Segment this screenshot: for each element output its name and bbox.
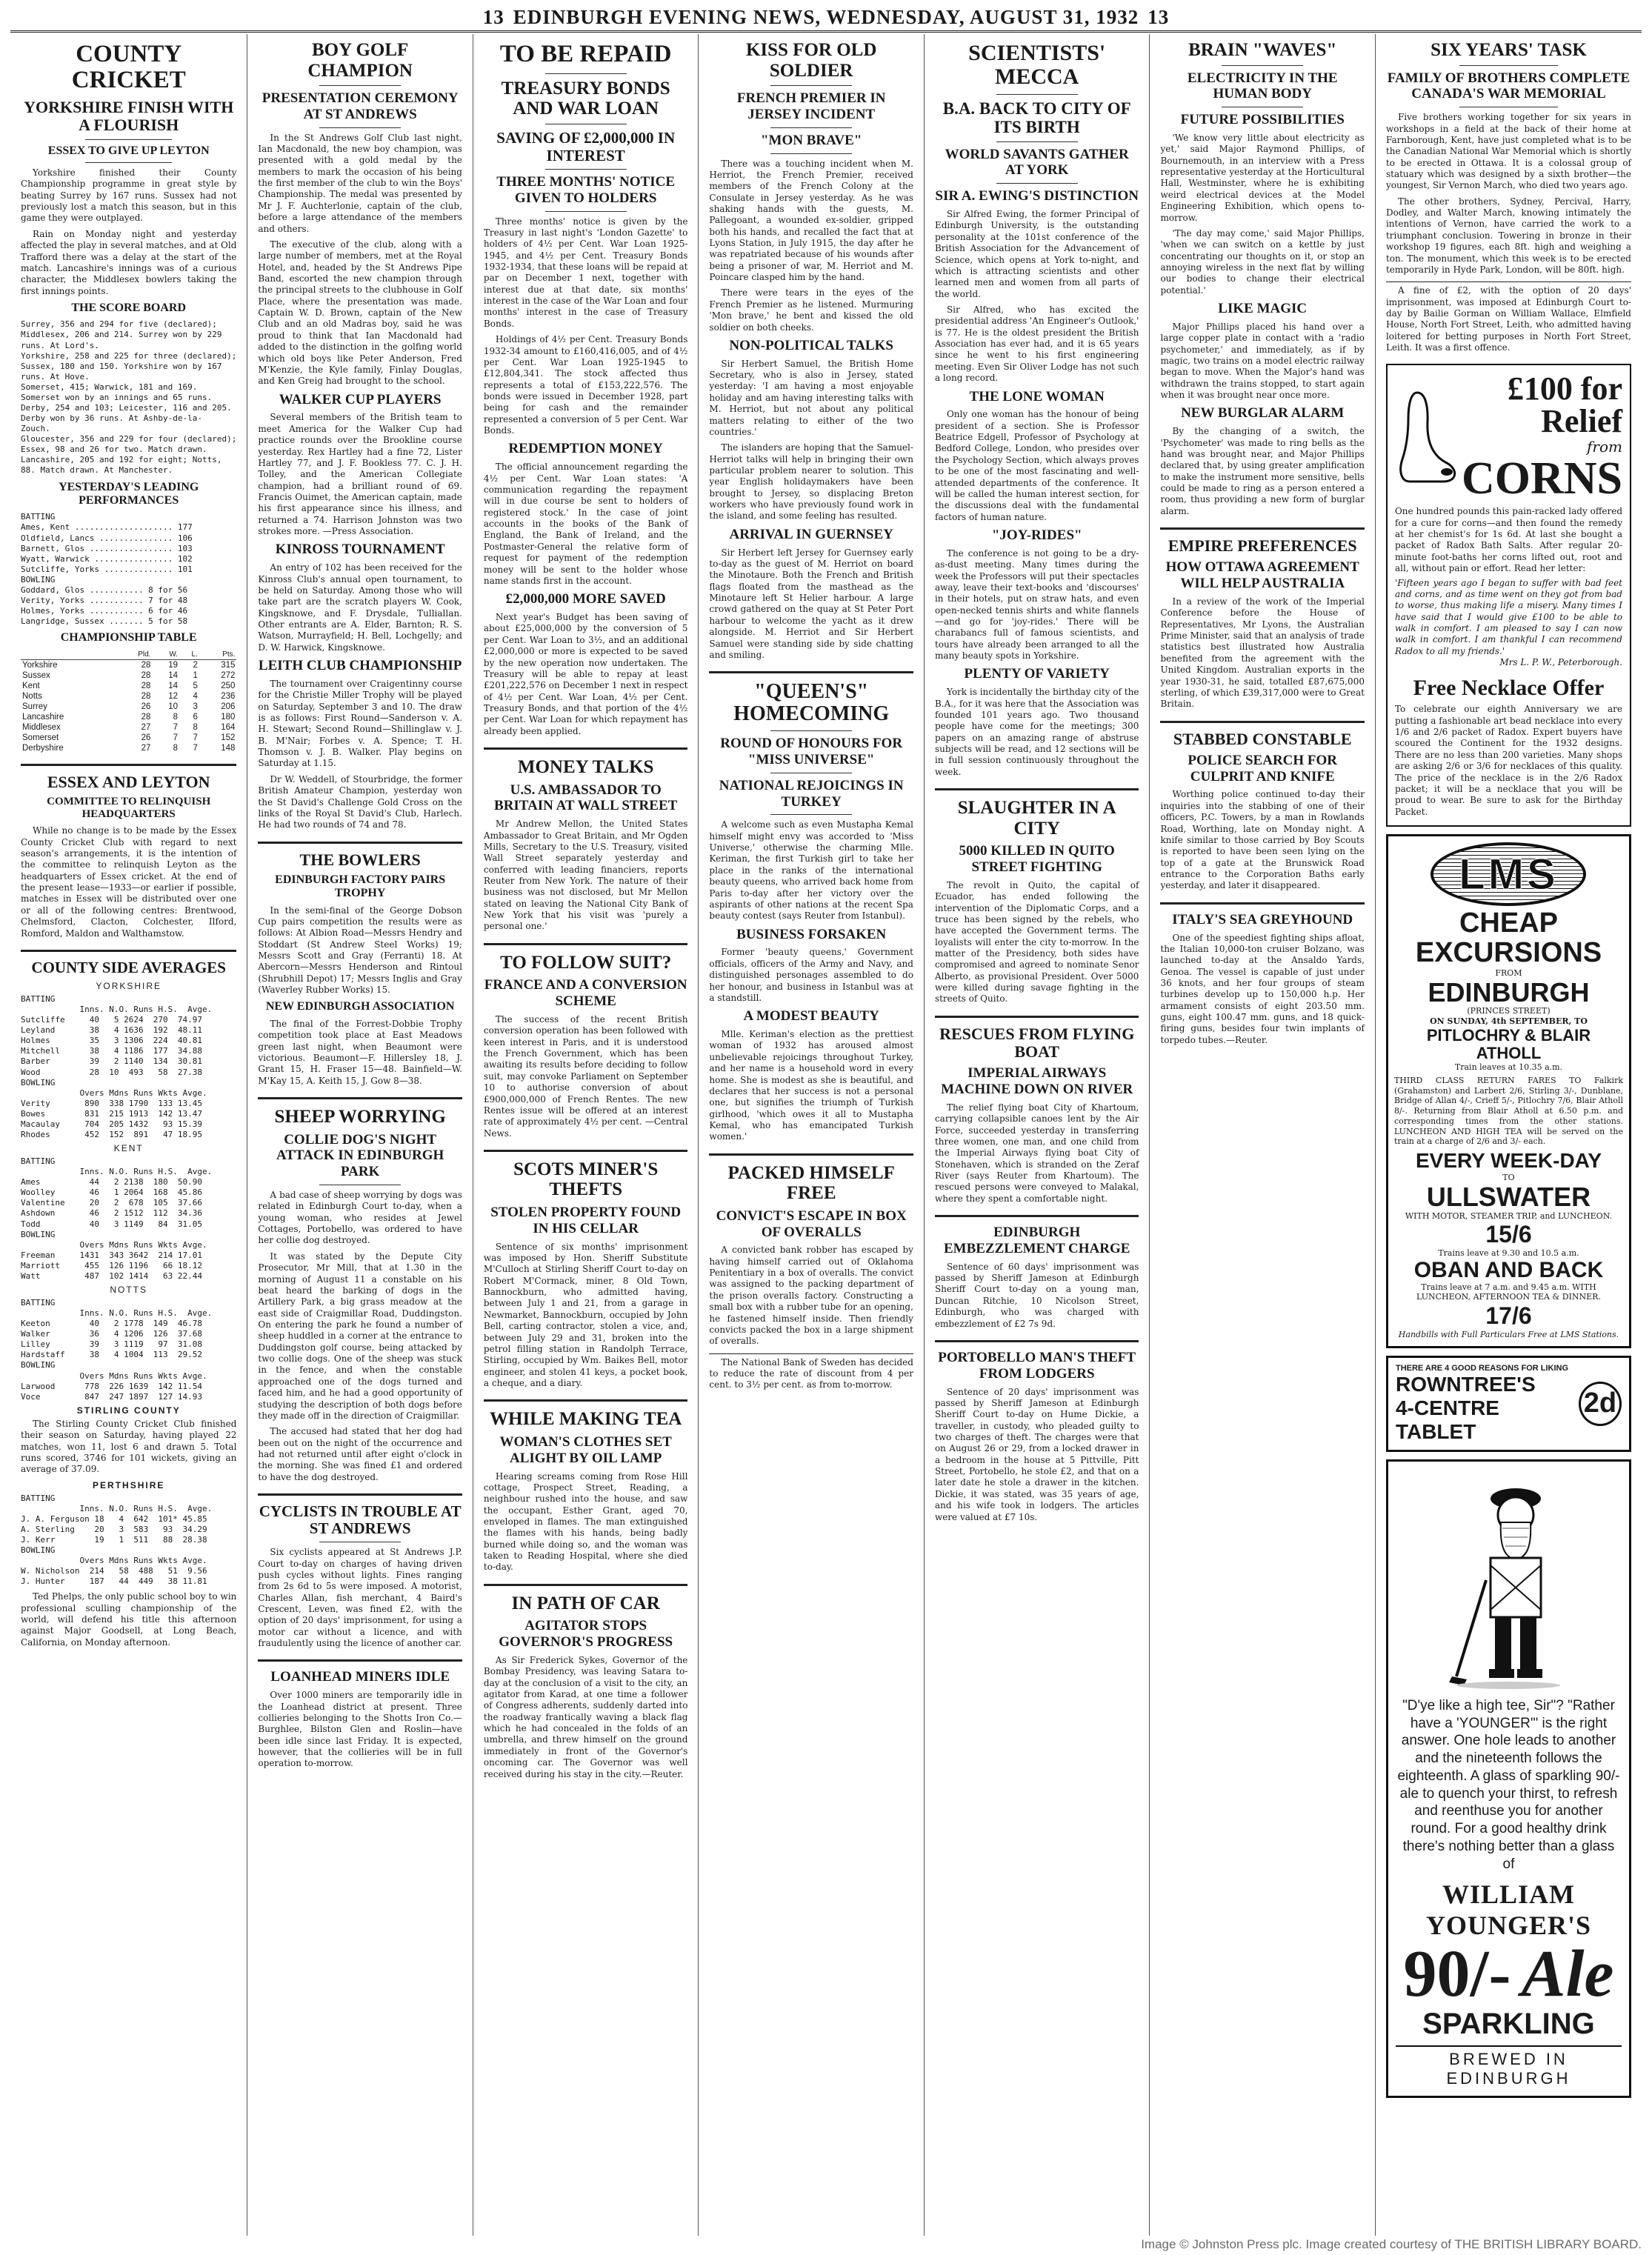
subheadline: WORLD SAVANTS GATHER AT YORK [945,146,1129,179]
path-of-car-article [484,1593,688,1780]
article-text: Worthing police continued to-day their inquiries into the stabbing of one of their officers, P.C. Towers, by a man in Rowlands Road, Worthing, late on Monday night. A knife similar to those carried by Boy Scouts is reported to have been seen lying on the top of a gate at the Brunswick Road entrance to the Corporation Baths early yesterday, and later it disappeared. [1160,789,1365,891]
table-cell: 2 [193,660,198,670]
kiss-soldier-article [709,40,913,661]
article-text: In a review of the work of the Imperial Conference before the House of Representatives, Mr Lyons, the Australian Prime Minister, said that an analysis of trade statistics best illustrated how Australia benefited from the agreement with the United Kingdom. Australian exports in the year 1930-31, he said, totalled £87,675,000 sterling, of which £39,317,000 were to Great Britain. [1160,596,1365,710]
ad-text: To celebrate our eighth Anniversary we are putting a fashionable art bead necklace into every 1/6 and 2/6 packet of Radox. Expert buyers have scoured the Continent for the 1932 designs. There are no less than 200 varieties. Many shops are asking 2/6 or 3/6 for necklaces of this quality. The price of the necklace is in the 2/6 Radox packet; it will be a necklace that you will be proud to wear. Be sure to ask for the Birthday Packet. [1394,704,1622,817]
headline: SIX YEARS' TASK [1430,40,1587,60]
headline: KISS FOR OLD SOLDIER [745,40,877,81]
article-text: The tournament over Craigentinny course for the Christie Miller Trophy will be played on Saturday, September 3 and 10. The draw is as follows: First Round—Sanderson v. A. H. Stewart; Second Round—Shillinglaw v. J. B. M'Nair; Forbes v. A. Spence; T. H. Thomson v. J. B. Walker. Play begins on Saturday at 1.15. [258,678,462,769]
headline: RESCUES FROM FLYING BOAT [939,1024,1135,1061]
section-heading: £2,000,000 MORE SAVED [505,591,666,607]
table-header-cell: Pld. [118,650,152,660]
column-1 [10,34,247,2236]
article-text: The National Bank of Sweden has decided to reduce the rate of discount from 4 per cent. to 3½ per cent. as from to-morrow. [709,1356,913,1390]
article-text: There was a touching incident when M. Herriot, the French Premier, received members of the French Colony at the Consulate in Jersey yesterday. As he was shaking hands with the guests, M. Pallegoant, a wounded ex-soldier, gripped both his hands, and recalled the fact that at Lyons Station, in July 1915, the day after he was repatriated because of his wounds after being a prisoner of war, M. Herriot and M. Poincare clasped him by the hand. [709,158,913,283]
table-cell: Derbyshire [22,743,64,753]
subheadline: B.A. BACK TO CITY OF ITS BIRTH [942,99,1131,137]
article-text: While no change is to be made by the Essex County Cricket Club with regard to next season's arrangements, it is the intention of the committee to relinquish Leyton as the headquarters of Essex cricket. At the end of the present lease—1933—or earlier if possible, matches in Essex will be distributed over one or all of the following centres: Brentwood, Chelmsford, Clacton, Colchester, Ilford, Romford, Maldon and Walthamstow. [21,825,237,939]
table-header-cell [21,650,118,660]
county-averages-article [21,959,236,1648]
foot-icon [1395,389,1462,485]
article-text: The final of the Forrest-Dobbie Trophy competition took place at East Meadows green last night, when Beaumont were victorious. Beaumont—F. Hillersley 18, J. Grant 15, H. Fraser 15—48. Bainfield—W. M'Kay 15, A. Keith 15, J. Gow 8—38. [258,1018,462,1086]
table-header-cell: L. [179,650,199,660]
column-6 [1150,34,1376,2236]
column-5 [925,34,1150,2236]
table-cell: 28 [141,660,151,670]
table-row [21,702,236,712]
ad-text: Handbills with Full Particulars Free at LMS Stations. [1398,1330,1619,1340]
ad-destination: EDINBURGH [1428,976,1590,1007]
team-name: KENT [113,1143,144,1154]
headline: "QUEEN'S" HOMECOMING [733,680,890,725]
article-text: As Sir Frederick Sykes, Governor of the Bombay Presidency, was leaving Satara to-day at the conclusion of a visit to the city, an agitator from Karad, at one time a follower of Congress adherents, suddenly darted into the roadway frantically waving a black flag which he had concealed in the folds of an umbrella, and threw himself on the ground immediately in front of the Governor's oncoming car. The Governor was well received during his stay in the city.—Reuter. [483,1654,688,1779]
masthead [10,4,1642,33]
leading-performances: BATTING Ames, Kent .................... 177 Oldfield, Lancs ............... 106 Barnett, Glos ................. 103 Wyatt, Warwick ................ 102 Sutcliffe, Yorks .............. 101 BOWLING Goddard, Glos ........... 8 for 56 Verity, Yorks ........... 7 for 48 Holmes, Yorks ........... 6 for 46 Langridge, Sussex ....... 5 for 58 [21,512,193,627]
article-text: Sir Herbert Samuel, the British Home Secretary, who is also in Jersey, stated yesterday: 'I am having a most enjoyable holiday and am having interesting talks with M. Herriot, but not about any political matters relating to either of the two countries.' [709,358,913,437]
article-text: Sentence of six months' imprisonment was imposed by Hon. Sheriff Substitute M'Culloch at Stirling Sheriff Court to-day on Robert M'Cormack, miner, 8 Old Town, Bannockburn, who admitted having, between July 1 and 21, from a garage in Newmarket, Bannockburn, occupied by John Bell, carting contractor, stolen a vice, and, between July 29 and 31, broken into the petrol filling station in Randolph Terrace, Stirling, occupied by Wm. Baikes Bell, motor engineer, and stolen 41 keys, a pocket book, a cheque, and a diary. [483,1241,688,1388]
article-text: 'The day may come,' said Major Phillips, 'when we can switch on a kettle by just concentrating our thoughts on it, or stop an annoying wireless in the next flat by willing our bodies to change their electrical potential.' [1160,227,1365,296]
table-cell: Notts [22,691,42,701]
subheadline: ESSEX TO GIVE UP LEYTON [47,144,210,157]
subheadline: COLLIE DOG'S NIGHT ATTACK IN EDINBURGH PARK [276,1131,444,1180]
article-text: A convicted bank robber has escaped by having himself carried out of Oklahoma Penitentiary in a box of overalls. The convict was assigned to the packing department of the prison overalls factory. Constructing a small box with a rubber tube for an opening, he fastened himself inside. Then friendly convicts packed the box in a large shipment of overalls. [709,1245,913,1347]
headline: BOY GOLF CHAMPION [307,40,413,81]
ad-brand: ROWNTREE'S [1395,1372,1536,1396]
scots-miner-article [484,1159,688,1389]
article-text: The revolt in Quito, the capital of Ecuador, has ended following the intervention of the Diplomatic Corps, and a truce has been signed by the rebels, who have accepted the Government terms. The loyalists will enter the city to-morrow. In the matter of the Presidency, both sides have compromised and agreed to nominate Senor Alberto, as provisional President. Over 5000 were killed during savage fighting in the streets of Quito. [934,879,1139,1005]
table-row [21,722,236,733]
section-heading: REDEMPTION MONEY [508,441,663,457]
section-heading: CHAMPIONSHIP TABLE [60,631,197,644]
table-cell: 28 [141,681,151,690]
section-heading: PLENTY OF VARIETY [964,666,1110,682]
golfer-illustration [1442,1469,1575,1691]
queens-homecoming-article [709,681,913,1142]
article-text: York is incidentally the birthday city of the B.A., for it was here that the Association was founded 101 years ago. Two thousand people have come for the meetings; 300 papers on an amazing range of abstruse subjects will be read, and 12 sections will be in full session continuously throughout the week. [934,687,1139,777]
ad-text: ON SUNDAY, 4th SEPTEMBER, TO [1430,1016,1588,1027]
section-heading: NEW BURGLAR ALARM [1181,405,1345,422]
table-cell: 14 [168,670,179,680]
table-cell: 28 [141,691,151,701]
making-tea-article [484,1409,688,1573]
page-number-right: 13 [1148,6,1170,28]
table-cell: 12 [168,691,179,701]
headline: PACKED HIMSELF FREE [727,1162,895,1204]
headline: IN PATH OF CAR [511,1593,660,1613]
headline: THE BOWLERS [299,850,421,869]
subheadline: 5000 KILLED IN QUITO STREET FIGHTING [959,843,1115,875]
score-board: Surrey, 356 and 294 for five (declared); Middlesex, 206 and 214. Surrey won by 229 runs. At Lord's. Yorkshire, 258 and 225 for three (declared); Sussex, 180 and 150. Yorkshire won by 167 runs. At Hove. Somerset, 415; Warwick, 181 and 169. Somerset won by an innings and 65 runs. Derby, 254 and 103; Leicester, 116 and 205. Derby won by 36 runs. At Ashby-de-la- Zouch. Gloucester, 356 and 229 for four (declared); Essex, 98 and 26 for two. Match drawn. Lancashire, 205 and 192 for eight; Notts, 88. Match drawn. At Manchester. [21,319,237,476]
article-text: A welcome such as even Mustapha Kemal himself might envy was accorded to 'Miss Universe,' otherwise the charming Mlle. Keriman, the first Turkish girl to take her place in the ranks of the international beauty queens, who arrived back home from Paris to-day after her victory over the aspirants of other nations at the recent Spa beauty contest (says Reuter from Istanbul). [709,819,913,922]
ad-text: from [1587,438,1622,456]
headline: BRAIN "WAVES" [1188,40,1337,60]
ad-product: Ale [1521,1937,1614,2011]
table-cell: 180 [221,712,236,722]
table-cell: 10 [168,702,179,711]
article-text: Several members of the British team to meet America for the Walker Cup had practice rounds over the Brookline course yesterday. Rex Hartley had a fine 72, Lister Hartley 77, and J. F. Bookless 77. C. J. H. Tolley, and the American Collegiate champion, had a brilliant round of 69. Francis Ouimet, the American captain, made his first appearance since his illness, and returned a 74. Harrison Johnston was two strokes more. —Press Association. [258,412,462,537]
table-cell: Somerset [22,733,59,742]
subheadline: PRESENTATION CEREMONY AT ST ANDREWS [262,90,459,122]
page-number-left: 13 [482,6,504,28]
ad-text: (PRINCES STREET) [1467,1006,1551,1016]
ad-headline: £100 for Relief [1507,370,1622,440]
table-cell: 272 [221,670,236,680]
article-text: A bad case of sheep worrying by dogs was related in Edinburgh Court to-day, when a young woman, who resides at Jewel Cottages, Portobello, was ordered to have her collie dog destroyed. [258,1190,462,1246]
article-text: The success of the recent British conversion operation has been followed with keen interest in Paris, and it is understood the French Government, which has been awaiting its results before deciding to follow suit, may convoke Parliament on September 10 to authorise conversion of about £900,000,000 of French Rentes. The new Rentes issue will be offered at an interest rate of approximately 4½ per cent. —Central News. [483,1014,688,1139]
headline: SLAUGHTER IN A CITY [957,798,1116,839]
table-header-cell: W. [152,650,179,660]
article-text: Five brothers working together for six years in workshops in a field at the back of their home at Farnborough, Kent, have just completed what is to be the Canadian National War Memorial which is shortly to be erected in Ottawa. It is a colossal group of statuary which was designed by a sixth brother—the youngest, Sir Vernon March, who died two years ago. [1385,112,1631,191]
section-heading: BUSINESS FORSAKEN [736,926,887,942]
section-heading: NON-POLITICAL TALKS [729,337,893,353]
essex-leyton-article [21,773,236,939]
cyclists-article [258,1503,462,1649]
subheadline: TREASURY BONDS AND WAR LOAN [501,78,670,119]
empire-preferences-article [1160,537,1365,710]
article-text: Sir Herbert left Jersey for Guernsey early to-day as the guest of M. Herriot on board the Minotaure. Both the French and British flags floated from the masthead as the Minotaure left St Helier harbour. A large crowd gathered on the quay at St Peter Port harbour to welcome the yacht as it drew alongside. M. Herriot and Sir Herbert Samuel were standing side by side chatting and smiling. [709,547,913,660]
team-name: NOTTS [110,1285,148,1295]
section-heading: THE LONE WOMAN [969,388,1105,404]
table-cell: Lancashire [22,712,64,722]
table-cell: 6 [193,712,198,722]
table-cell: 26 [141,702,151,711]
averages-table: BATTING Inns. N.O. Runs H.S. Avge. Keeton 40 2 1778 149 46.78 Walker 36 4 1206 126 37.68 Lilley 39 3 1119 97 31.08 Hardstaff 38 4 1004 113 29.52 BOWLING Overs Mdns Runs Wkts Avge. Larwood 778 226 1639 142 11.54 Voce 847 247 1897 127 14.93 [21,1298,213,1402]
ad-product: 4-CENTRE TABLET [1395,1396,1499,1443]
subheadline: SIR A. EWING'S DISTINCTION [935,188,1139,204]
sheep-worrying-article [258,1107,462,1483]
article-text: The executive of the club, along with a large number of members, met at the Royal Hotel, and, headed by the St Andrews Pipe Band, escorted the new champion through the principal streets to the clubhouse in Golf Place, where the presentation was made. Captain W. D. Brown, captain of the New Club and an old Madras boy, said he was proud to think that Ian Macdonald had added to the distinction in the golfing world which old boys like Peter Anderson, Fred M'Kenzie, the Kyle family, Finlay Douglas, and Ken Greig had brought to the school. [258,239,462,387]
article-text: Holdings of 4½ per Cent. Treasury Bonds 1932-34 amount to £160,416,005, and of 4½ per Cent. War Loan 1925-1945 to £12,804,341. The stock affected thus represents a total of £153,222,576. The bonds were issued in December 1928, part being for cash and the remainder represented a conversion of 5 per Cent. War Bonds. [483,334,688,436]
ad-text: WITH MOTOR, STEAMER TRIP, and LUNCHEON. [1405,1210,1613,1221]
article-text: Mlle. Keriman's election as the prettiest woman of 1932 has aroused almost unbelievable rejoicings throughout Turkey, and her name is a household word in every home. She is modest as she is beautiful, and declares that her success is not a personal one, but signifies the triumph of Turkish girlhood, 'which owes it all to Mustapha Kemal, who has emancipated Turkish women.' [709,1029,913,1142]
table-cell: 19 [168,660,179,670]
subheadline: AGITATOR STOPS GOVERNOR'S PROGRESS [499,1618,673,1651]
article-text: 'We know very little about electricity as yet,' said Major Raymond Phillips, of Bournemouth, in an interview with a Press representative yesterday at the Horticultural Hall, Westminster, where he is exhibiting weird electrical devices at the Model Engineering Exhibition, which opens to-morrow. [1160,133,1365,223]
article-text: Sir Alfred Ewing, the former Principal of Edinburgh University, is the outstanding personality at the 101st conference of the British Association for the Advancement of Science, which opens at York to-night, and which is attracting scientists and other learned men and women from all parts of the world. [934,209,1139,299]
ad-headline: CORNS [1461,453,1622,504]
table-cell: 7 [173,722,179,732]
page-columns [10,34,1642,2236]
ad-signature: Mrs L. P. W., Peterborough. [1499,657,1622,668]
column-3 [473,34,699,2236]
table-row [21,681,236,691]
follow-suit-article [484,953,688,1139]
slaughter-article [935,798,1139,1005]
article-text: Dr W. Weddell, of Stourbridge, the former British Amateur Champion, yesterday won the St David's Challenge Gold Cross on the links of the Royal St David's Club, Harlech. He had two rounds of 74 and 78. [258,773,462,830]
section-heading: ARRIVAL IN GUERNSEY [729,526,893,542]
table-cell: 26 [141,733,151,742]
article-text: Major Phillips placed his hand over a large copper plate in contact with a 'radio psychometer,' and immediately, as if by magic, two trains on a model electric railway began to move. When the Major's hand was withdrawn the trains stopped, to start again when it was brought near once more. [1160,321,1365,401]
article-text: It was stated by the Depute City Prosecutor, Mr Mill, that at 1.30 in the morning of August 11 a constable on his beat heard the barking of dogs in the Artillery Park, a big grass meadow at the east side of Craigmillar Road, Duddingston. On entering the park he found a number of sheep huddled in a corner at the entrance to Duddingston golf course, being attacked by two collie dogs. One of the sheep was stuck in the fence, and when the constable approached one of the dogs turned and faced him, and he had a good opportunity of studying the description of both dogs before they made off in the direction of Craigmillar. [258,1250,462,1421]
headline: SCIENTISTS' MECCA [968,41,1106,89]
rowntree-advert [1386,1356,1631,1452]
headline: EDINBURGH EMBEZZLEMENT CHARGE [943,1225,1130,1256]
article-text: Sentence of 60 days' imprisonment was passed by Sheriff Jameson at Edinburgh Sheriff Court to-day on a young man, Duncan Ritchie, 10 Nicolson Street, Edinburgh, who was charged with embezzlement of £2 7s 9d. [934,1261,1139,1329]
headline: ESSEX AND LEYTON [47,772,210,791]
table-cell: 250 [221,681,236,690]
article-text: Over 1000 miners are temporarily idle in the Loanhead district at present. Three collieries belonging to the Shotts Iron Co.—Burghlee, Bilston Glen and Roslin—have been idle since last Friday. It is expected, however, that the collieries will be in full operation to-morrow. [258,1690,462,1769]
ad-text: THIRD CLASS RETURN FARES TO Falkirk (Grahamston) and Larbert 2/6, Stirling 3/-, Dunblane, Bridge of Allan 4/-, Crieff 5/-, Pitlochry 7/6, Blair Atholl 8/-. Returning from Blair Atholl at 6.50 p.m. and corresponding times from the other stations. LUNCHEON AND HIGH TEA will be served on the train at a charge of 2/6 and 3/- each. [1393,1075,1623,1147]
headline: COUNTY SIDE AVERAGES [31,958,226,976]
article-text: Sir Alfred, who has excited the presidential address 'An Engineer's Outlook,' is 77. He is the oldest president the British Association has ever had, and it is 65 years since he went to his first engineering meeting. Even Sir Oliver Lodge has not such a long record. [934,304,1139,384]
ad-headline: EVERY WEEK-DAY [1415,1149,1602,1173]
subheadline: CONVICT'S ESCAPE IN BOX OF OVERALLS [716,1208,907,1240]
article-text: Only one woman has the honour of being president of a section. She is Professor Beatrice Edgell, Professor of Psychology at Bedford College, London, who presides over the Psychology Section, which always proves to be one of the most fascinating and well-attended departments of the conference. It will be called the human interest section, for the discussions deal with the fundamental factors of human nature. [934,409,1139,522]
subheadline: POLICE SEARCH FOR CULPRIT AND KNIFE [1188,752,1338,785]
article-text: Next year's Budget has been saving of about £25,000,000 by the conversion of 5 per Cent. War Loan to 3½, and an additional £2,000,000 or more is expected to be saved by the new operation now undertaken. The Treasury will be able to repay at least £201,222,576 on December 1 next in respect of 4½ per Cent. War Loan, 4½ per Cent. Treasury Bonds, and that portion of the 4½ per Cent. War Loan for which repayment has already been applied. [483,612,688,736]
ad-price: 17/6 [1485,1302,1532,1330]
subheadline: ELECTRICITY IN THE HUMAN BODY [1187,70,1338,102]
table-cell: 152 [221,733,236,742]
article-text: Hearing screams coming from Rose Hill cottage, Prospect Street, Reading, a neighbour rushed into the house, and saw the occupant, Esther Grant, aged 70, enveloped in flames. The man extinguished the flames with his hands, being badly burned while doing so, and the woman was taken to Reading Hospital, where she died to-day. [483,1470,688,1573]
table-cell: 27 [141,722,151,732]
younger-ale-advert [1386,1459,1631,2099]
ad-text: THERE ARE 4 GOOD REASONS FOR LIKING [1395,1363,1569,1373]
column-4 [699,34,925,2236]
ad-text: "D'ye like a high tee, Sir"? "Rather have a 'YOUNGER'" is the right answer. One hole leads to another and the nineteenth follows the eighteenth. A glass of sparkling 90/- ale to quench your thirst, to refresh and reenthuse you for another round. For a good healthy drink there's nothing better than a glass of [1397,1697,1620,1872]
treasury-article [484,41,688,737]
table-cell: 5 [193,681,198,690]
headline: WHILE MAKING TEA [490,1409,682,1430]
table-row [21,712,236,722]
table-cell: 14 [168,681,179,690]
ad-brand: WILLIAM YOUNGER'S [1425,1879,1591,1941]
article-text: Yorkshire finished their County Championship programme in great style by beating Surrey by 167 runs. Sussex had not previously lost a match this season, but in this game they were outplayed. [21,167,237,224]
article-text: Rain on Monday night and yesterday affected the play in several matches, and at Old Trafford there was a delay at the start of the match. Lancashire's innings was of a curious character, the Middlesex bowlers taking the first innings points. [21,228,237,296]
headline: MONEY TALKS [517,757,654,778]
article-text: The conference is not going to be a dry-as-dust meeting. Many times during the week the Professors will put their spectacles away, leave their text-books and 'discourses' in their hotels, put on straw hats, and even open-necked tennis shirts and white flannels —and go for 'joy-rides.' There will be charabancs full of famous scientists, and tours have already been arranged to all the many beauty spots in Yorkshire. [934,547,1139,662]
section-heading: STIRLING COUNTY [76,1405,181,1416]
headline: SHEEP WORRYING [274,1107,446,1128]
ad-text: One hundred pounds this pain-racked lady offered for a cure for corns—and then found the remedy at her chemist's for 1s 6d. At last she bought a packet of Radox Bath Salts. After regular 20-minute foot-baths her corns lifted out, root and all, without pain or effort. Read her letter: [1394,506,1622,574]
table-row [21,691,236,702]
table-cell: Kent [22,681,40,690]
headline: TO BE REPAID [499,41,672,67]
stabbed-constable-article [1160,730,1365,892]
headline: SCOTS MINER'S THEFTS [513,1159,659,1200]
section-heading: YESTERDAY'S LEADING PERFORMANCES [59,480,199,507]
table-row [21,733,236,743]
section-heading: PERTHSHIRE [93,1479,165,1490]
article-text: An entry of 102 has been received for the Kinross Club's annual open tournament, to be held on Saturday. Among those who will take part are the scratch players W. Cook, Kingsknowe, and F. Drysdale, Tulliallan. Other entrants are A. Elder, Barnton; R. S. Watson, Murrayfield; H. Bell, Lochgelly; and D. W. Harwick, Kingsknowe. [258,562,462,653]
subheadline: SAVING OF £2,000,000 IN INTEREST [496,128,676,164]
table-cell: 28 [141,670,151,680]
ad-headline: CHEAP EXCURSIONS [1415,907,1602,968]
table-cell: 148 [221,743,236,753]
article-text: The islanders are hoping that the Samuel-Herriot talks will help in bringing their own particular problem nearer to solution. This year English holidaymakers have been brought to Jersey, so displacing Breton workers who have previously found work in the island, and some feeling has resulted. [709,442,913,522]
section-heading: WALKER CUP PLAYERS [279,391,442,407]
radox-corns-advert [1386,364,1631,827]
subheadline: NATIONAL REJOICINGS IN TURKEY [719,777,904,810]
article-text: Sentence of 20 days' imprisonment was passed by Sheriff Jameson at Edinburgh Sheriff Court to-day on Hume Dickie, a traveller, in custody, who pleaded guilty to two charges of theft. The charges were that on August 26 or 29, from a locked drawer in a bedroom in the house at 5 Pittville, Pitt Street, Portobello, he stole £2, and that on a later date he stole a drawer in the kitchen. Dickie, it was stated, was 35 years of age, and his wife took in lodgers. The articles were valued at £7 10s. [934,1386,1139,1522]
article-text: The Stirling County Cricket Club finished their season on Saturday, having played 22 matches, won 11, lost 6 and drawn 5. Total runs scored, 3746 for 101 wickets, giving an average of 37.09. [21,1418,237,1475]
embezzlement-article [935,1225,1139,1330]
lms-logo: LMS [1430,842,1586,906]
article-text: Three months' notice is given by the Treasury in last night's 'London Gazette' to holders of 4½ per Cent. War Loan 1925-1945, and 4½ per Cent. Treasury Bonds 1932-1934, that these loans will be repaid at par on December 1 next, together with interest due at that date, six months' interest in the case of the War Loan and four months' interest in the case of Treasury Bonds. [483,216,688,329]
boy-golf-article [258,40,462,831]
article-text: In the St Andrews Golf Club last night, Ian Macdonald, the new boy champion, was presented with a gold medal by the members to mark the occasion of his being the first member of the club to win the Boys' Championship. The medal was presented by Mr J. F. Auchterlonie, captain of the club, before a large attendance of the members and others. [258,132,462,234]
article-text: Ted Phelps, the only public school boy to win professional sculling championship of the world, will defend his title this afternoon against Major Goodsell, at Long Beach, California, on Monday afternoon. [21,1591,237,1648]
ad-destination: OBAN AND BACK [1413,1258,1604,1283]
table-cell: Yorkshire [22,660,58,670]
ad-text: Train leaves at 10.35 a.m. [1454,1062,1563,1073]
column-7 [1376,34,1642,2236]
table-cell: 7 [193,743,198,753]
table-cell: 7 [173,733,179,742]
headline: CYCLISTS IN TROUBLE AT ST ANDREWS [259,1502,462,1538]
section-heading: A MODEST BEAUTY [743,1008,879,1025]
article-text: By the changing of a switch, the 'Psychometer' was made to ring bells as the hand was brought near, and Major Phillips declared that, by using greater amplification to make the instrument more sensitive, bells could be made to ring as a person entered a room, thus providing a new form of burglar alarm. [1160,426,1365,516]
ad-text: Trains leave at 9.30 and 10.5 a.m. [1438,1248,1579,1259]
subheadline: FUTURE POSSIBILITIES [1180,112,1345,128]
subheadline: ROUND OF HONOURS FOR "MISS UNIVERSE" [720,736,903,767]
ad-text: SPARKLING [1422,2008,1595,2041]
table-cell: 4 [193,691,198,701]
section-heading: KINROSS TOURNAMENT [275,542,445,558]
subheadline: U.S. AMBASSADOR TO BRITAIN AT WALL STREET [494,782,678,814]
table-cell: Middlesex [22,722,61,732]
table-cell: 8 [173,712,179,722]
masthead-title: EDINBURGH EVENING NEWS, WEDNESDAY, AUGUST 31, 1932 [513,6,1139,28]
subheadline: "MON BRAVE" [761,132,862,148]
table-cell: 8 [193,722,198,732]
article-text: The accused had stated that her dog had been out on the night of the occurrence and had not returned until after eight o'clock in the morning. She was fined £1 and ordered to have the dog destroyed. [258,1426,462,1482]
lms-excursions-advert [1386,834,1631,1348]
ad-text: Trains leave at 7 a.m. and 9.45 a.m. WITH LUNCHEON, AFTERNOON TEA & DINNER. [1416,1282,1601,1302]
sea-greyhound-article [1160,912,1365,1046]
money-talks-article [484,757,688,933]
headline: PORTOBELLO MAN'S THEFT FROM LODGERS [938,1349,1136,1382]
table-cell: 206 [221,702,236,711]
team-name: YORKSHIRE [96,980,162,991]
article-text: The relief flying boat City of Khartoum, carrying collapsible canoes lent by the Air Force, succeeded yesterday in transferring three women, one man, and one child from the Imperial Airways flying boat City of Stonehaven, which is stranded on the Zeraf River (says Reuter from Khartoum). The rescued persons were conveyed to Malakal, where they spent a comfortable night. [934,1102,1139,1204]
column-2 [247,34,473,2236]
subheadline: FRANCE AND A CONVERSION SCHEME [484,977,687,1010]
ad-destination: PITLOCHRY & BLAIR ATHOLL [1426,1025,1591,1063]
table-row [21,743,236,753]
article-text: There were tears in the eyes of the French Premier as he listened. Murmuring 'Mon brave,' he bent and kissed the old soldier on both cheeks. [709,287,913,333]
table-cell: Sussex [22,670,50,680]
headline: ITALY'S SEA GREYHOUND [1172,911,1353,927]
county-cricket-article [21,41,236,753]
section-heading: LIKE MAGIC [1218,301,1308,317]
article-text: Mr Andrew Mellon, the United States Ambassador to Great Britain, and Mr Ogden Mills, Secretary to the U.S. Treasury, visited Wall Street separately yesterday and conferred with leading financiers, reports Reuter from New York. The nature of their business was not disclosed, but Mr Mellon stated on leaving the National City Bank of New York that his visit was 'purely a personal one.' [483,819,688,932]
headline: TO FOLLOW SUIT? [500,952,672,973]
article-text: The official announcement regarding the 4½ per Cent. War Loan states: 'A communication regarding the repayment will in due course be sent to holders of registered stock.' In the case of joint accounts in the books of the Bank of England, the Bank of Ireland, and the Postmaster-General the relative form of request for payment of the redemption money will be sent to the holder whose name stands first in the account. [483,462,688,586]
article-text: Former 'beauty queens,' Government officials, officers of the Army and Navy, and distinguished personages assembled to do her honour, and business in Istanbul was at a standstill. [709,947,913,1003]
ad-headline: Free Necklace Offer [1413,676,1605,701]
article-text: In the semi-final of the George Dobson Cup pairs competition the results were as follows: At Albion Road—Messrs Hendry and Stoddart (St Andrew Steel Works) 19; Messrs Scott and Gray (Ferranti) 18. At Abercorn—Messrs Henderson and Rintoul (Shrubhill Depot) 17; Messrs Inglis and Gray (Waverley Rubber Works) 15. [258,905,462,996]
ad-price: 15/6 [1485,1221,1532,1248]
ad-text: FROM [1495,967,1522,978]
article-text: The other brothers, Sydney, Percival, Harry, Dodley, and Walter March, knowing intimately the intentions of Vernon, have carried the work to a triumphant conclusion. Towering in bronze in their workshop 19 figures, each 8ft. high and weighing a ton. The monument, which this week is to be erected temporarily in Hyde Park, London, will be 80ft. high. [1385,196,1631,275]
averages-table: BATTING Inns. N.O. Runs H.S. Avge. J. A. Ferguson 18 4 642 101* 45.85 A. Sterling 20 3 583 93 34.29 J. Kerr 19 1 511 88 28.38 BOWLING Overs Mdns Runs Wkts Avge. W. Nicholson 214 58 488 51 9.56 J. Hunter 187 44 449 38 11.81 [21,1493,213,1587]
headline: EMPIRE PREFERENCES [1168,536,1357,556]
table-header-cell: Pts. [199,650,237,660]
ad-price: 90/- [1403,1937,1511,2011]
headline: STABBED CONSTABLE [1173,729,1352,748]
averages-table: BATTING Inns. N.O. Runs H.S. Avge. Sutcliffe 40 5 2624 270 74.97 Leyland 38 4 1636 192 48.11 Holmes 35 3 1306 224 40.81 Mitchell 38 4 1186 177 34.88 Barber 39 2 1140 134 30.81 Wood 28 10 493 58 27.38 BOWLING Overs Mdns Runs Wkts Avge. Verity 890 338 1790 133 13.45 Bowes 831 215 1913 142 13.47 Macaulay 704 205 1432 93 15.39 Rhodes 452 152 891 47 18.95 [21,993,213,1139]
article-text: One of the speediest fighting ships afloat, the Italian 10,000-ton cruiser Bolzano, was launched to-day at the Ansaldo Yards, Genoa. The vessel is capable of just under 36 knots, and her four groups of steam turbines develop up to 150,000 h.p. Her armament consists of eight 203.50 mm. guns, eight 100.47 mm. guns, and 18 quick-firing guns, besides four twin implants of torpedo tubes.—Reuter. [1160,932,1365,1045]
subheadline: WOMAN'S CLOTHES SET ALIGHT BY OIL LAMP [499,1433,672,1466]
table-cell: 7 [193,733,198,742]
brain-waves-article [1160,40,1365,517]
table-cell: 3 [193,702,198,711]
portobello-theft-article [935,1350,1139,1523]
section-heading: NEW EDINBURGH ASSOCIATION [265,1000,455,1013]
packed-himself-article [709,1163,913,1391]
flying-boat-article [935,1025,1139,1205]
table-cell: 236 [221,691,236,701]
table-cell: 27 [141,743,151,753]
scientists-mecca-article [935,41,1139,778]
table-cell: 1 [193,670,198,680]
section-heading: THE SCORE BOARD [71,302,187,314]
image-credit: Image © Johnston Press plc. Image created courtesy of THE BRITISH LIBRARY BOARD. [1141,2237,1642,2251]
subheadline: FAMILY OF BROTHERS COMPLETE CANADA'S WAR MEMORIAL [1387,70,1631,102]
table-cell: 164 [221,722,236,732]
section-heading: "JOY-RIDES" [991,527,1082,543]
table-row [21,670,236,681]
table-cell: Surrey [22,702,47,711]
article-text: A fine of £2, with the option of 20 days' imprisonment, was imposed at Edinburgh Court to-day by Bailie Gorman on William Wallace, Elmfield House, North Fort Street, Leith, who admitted having loitered for betting purposes in North Fort Street, Leith. It was a first offence. [1385,285,1631,353]
six-years-task-article [1386,40,1631,353]
table-cell: 8 [173,743,179,753]
headline: COUNTY CRICKET [71,41,186,93]
bowlers-article [258,851,462,1087]
ad-text: TO [1502,1173,1515,1182]
ad-price: 2d [1579,1382,1622,1426]
loanhead-article [258,1669,462,1769]
subheadline: EDINBURGH FACTORY PAIRS TROPHY [275,873,446,900]
ad-quote: 'Fifteen years ago I began to suffer with bad feet and corns, and as time went on they got from bad to worse, thus making life a misery. Many times I have said that I would give £100 to be able to walk in comfort. I am pleased to say I can now walk in comfort. I am thankful I can recommend Radox to all my friends.' [1394,577,1622,656]
subheadline: STOLEN PROPERTY FOUND IN HIS CELLAR [490,1204,682,1236]
subheadline: FRENCH PREMIER IN JERSEY INCIDENT [736,90,886,122]
subheadline: IMPERIAL AIRWAYS MACHINE DOWN ON RIVER [941,1065,1133,1097]
subheadline: YORKSHIRE FINISH WITH A FLOURISH [24,98,234,135]
averages-table: BATTING Inns. N.O. Runs H.S. Avge. Ames 44 2 2138 180 50.90 Woolley 46 1 2064 168 45.86 Valentine 20 2 678 105 37.66 Ashdown 46 2 1512 112 34.36 Todd 40 3 1149 84 31.05 BOWLING Overs Mdns Runs Wkts Avge. Freeman 1431 343 3642 214 17.01 Marriott 455 126 1196 66 18.12 Watt 487 102 1414 63 22.44 [21,1156,213,1281]
headline: LOANHEAD MINERS IDLE [270,1669,450,1685]
article-text: Six cyclists appeared at St Andrews J.P. Court to-day on charges of having driven push cycles without lights. Fines ranging from 2s 6d to 5s were imposed. A motorist, Charles Allan, fish merchant, 4 Baird's Crescent, Leven, was fined £2, with the option of 20 days' imprisonment, for using a motor car without a licence, and with fraudulently using the licence of another car. [258,1547,462,1649]
table-cell: 315 [221,660,236,670]
section-heading: LEITH CLUB CHAMPIONSHIP [258,658,462,674]
table-cell: 28 [141,712,151,722]
ad-destination: ULLSWATER [1426,1181,1591,1212]
ad-text: BREWED IN EDINBURGH [1396,2045,1622,2088]
subheadline: HOW OTTAWA AGREEMENT WILL HELP AUSTRALIA [1165,559,1359,592]
subheadline: THREE MONTHS' NOTICE GIVEN TO HOLDERS [496,173,676,206]
championship-table [21,650,236,753]
subheadline: COMMITTEE TO RELINQUISH HEADQUARTERS [47,795,211,821]
table-row [21,659,236,670]
